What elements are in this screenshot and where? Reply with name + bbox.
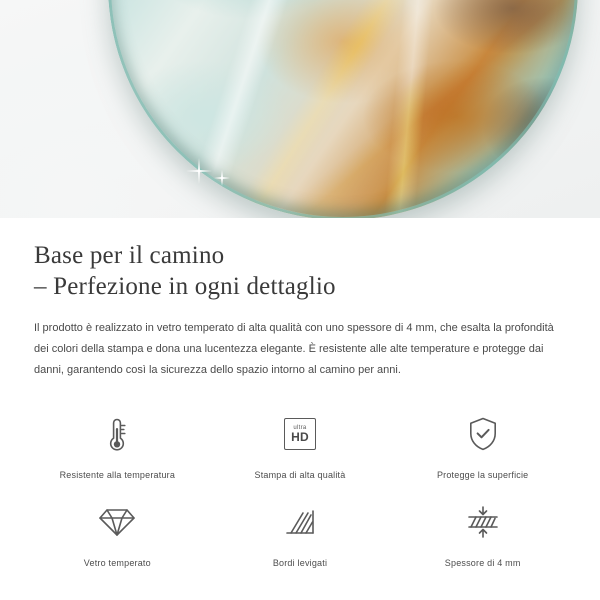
hero-image (0, 0, 600, 218)
feature-label: Resistente alla temperatura (59, 470, 176, 480)
thickness-icon (457, 497, 509, 547)
shield-check-icon (457, 409, 509, 459)
ultra-hd-badge-top: ultra (293, 425, 307, 431)
feature-item-print-quality (209, 409, 392, 481)
glass-plate-image (108, 0, 578, 218)
feature-label: Bordi levigati (272, 558, 328, 568)
body-paragraph: Il prodotto è realizzato in vetro temperato di alta qualità con uno spessore di 4 mm, che esalta la profondità dei colori della stampa e dona una lucentezza elegante. È resistente alle alte temperature e protegge dai danni, garantendo così la sicurezza dello spazio intorno al camino per anni. (34, 322, 554, 376)
feature-item-polished-edges (209, 497, 392, 569)
polished-edges-icon (274, 497, 326, 547)
feature-label: Protegge la superficie (436, 470, 529, 480)
headline-line-2: – Perfezione in ogni dettaglio (34, 273, 336, 300)
feature-grid (0, 409, 600, 569)
content-block (0, 218, 600, 381)
diamond-icon (91, 497, 143, 547)
page-title (34, 240, 566, 302)
feature-label: Vetro temperato (83, 558, 151, 568)
feature-label: Stampa di alta qualità (254, 470, 346, 480)
ultra-hd-badge-bottom: HD (291, 430, 309, 444)
headline-line-1: Base per il camino (34, 242, 225, 269)
ultra-hd-icon (274, 409, 326, 459)
feature-item-temperature (26, 409, 209, 481)
feature-item-tempered-glass (26, 497, 209, 569)
feature-label: Spessore di 4 mm (444, 558, 521, 568)
thermometer-icon (91, 409, 143, 459)
feature-item-surface-protection (391, 409, 574, 481)
feature-item-thickness (391, 497, 574, 569)
